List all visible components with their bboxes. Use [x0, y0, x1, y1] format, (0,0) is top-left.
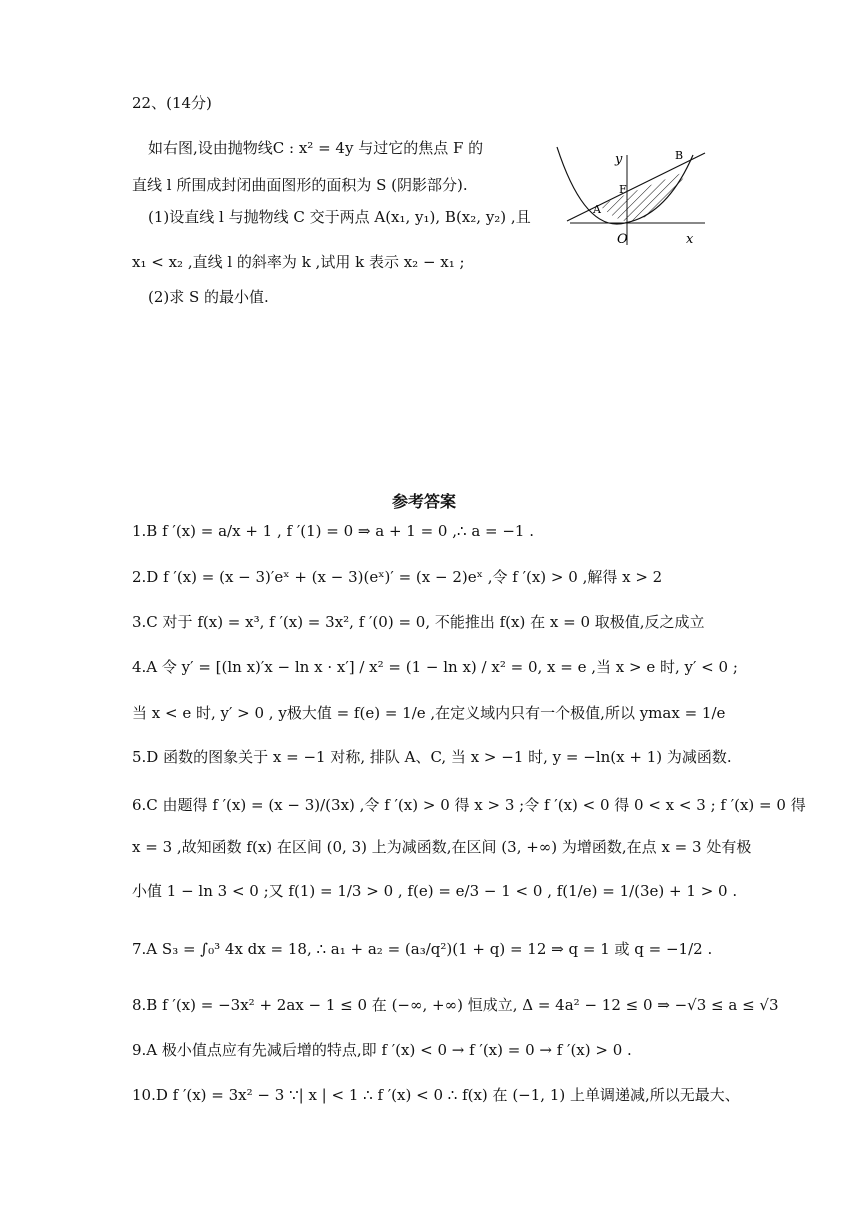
answer-10: 10.D f ′(x) = 3x² − 3 ∵| x | < 1 ∴ f ′(x) < 0 ∴ f(x) 在 (−1, 1) 上单调递减,所以无最大、 — [132, 1086, 740, 1104]
problem-line-4: x₁ < x₂ ,直线 l 的斜率为 k ,试用 k 表示 x₂ − x₁ ; — [132, 253, 465, 271]
problem-line-2: 直线 l 所围成封闭曲面图形的面积为 S (阴影部分). — [132, 176, 468, 194]
parabola-figure — [555, 145, 715, 250]
answer-6-line-1: 6.C 由题得 f ′(x) = (x − 3)/(3x) ,令 f ′(x) > 0 得 x > 3 ;令 f ′(x) < 0 得 0 < x < 3 ; f ′(x) = 0 得 — [132, 796, 806, 814]
answer-7: 7.A S₃ = ∫₀³ 4x dx = 18, ∴ a₁ + a₂ = (a₃/q²)(1 + q) = 12 ⇒ q = 1 或 q = −1/2 . — [132, 940, 713, 958]
problem-line-1: 如右图,设由抛物线C : x² = 4y 与过它的焦点 F 的 — [148, 139, 484, 157]
label-f: F — [619, 183, 627, 196]
answer-3: 3.C 对于 f(x) = x³, f ′(x) = 3x², f ′(0) = 0, 不能推出 f(x) 在 x = 0 取极值,反之成立 — [132, 613, 705, 631]
answer-6-line-2: x = 3 ,故知函数 f(x) 在区间 (0, 3) 上为减函数,在区间 (3, +∞) 为增函数,在点 x = 3 处有极 — [132, 838, 752, 856]
answer-8: 8.B f ′(x) = −3x² + 2ax − 1 ≤ 0 在 (−∞, +∞) 恒成立, Δ = 4a² − 12 ≤ 0 ⇒ −√3 ≤ a ≤ √3 — [132, 996, 779, 1014]
problem-line-3: (1)设直线 l 与抛物线 C 交于两点 A(x₁, y₁), B(x₂, y₂) ,且 — [148, 208, 531, 226]
answer-2: 2.D f ′(x) = (x − 3)′eˣ + (x − 3)(eˣ)′ = (x − 2)eˣ ,令 f ′(x) > 0 ,解得 x > 2 — [132, 568, 663, 586]
problem-header: 22、(14分) — [132, 94, 212, 112]
answer-9: 9.A 极小值点应有先减后增的特点,即 f ′(x) < 0 → f ′(x) = 0 → f ′(x) > 0 . — [132, 1041, 632, 1059]
answer-4-line-2: 当 x < e 时, y′ > 0 , y极大值 = f(e) = 1/e ,在定义域内只有一个极值,所以 ymax = 1/e — [132, 704, 726, 722]
label-a: A — [593, 203, 601, 216]
answer-4-line-1: 4.A 令 y′ = [(ln x)′x − ln x · x′] / x² = (1 − ln x) / x² = 0, x = e ,当 x > e 时, y′ < 0 ; — [132, 658, 738, 676]
label-b: B — [675, 149, 684, 162]
label-y: y — [615, 152, 623, 167]
label-x: x — [686, 232, 694, 247]
answer-6-line-3: 小值 1 − ln 3 < 0 ;又 f(1) = 1/3 > 0 , f(e) = e/3 − 1 < 0 , f(1/e) = 1/(3e) + 1 > 0 . — [132, 882, 738, 900]
answers-title: 参考答案 — [392, 492, 457, 511]
label-o: O — [617, 232, 628, 247]
problem-line-5: (2)求 S 的最小值. — [148, 288, 269, 306]
answer-1: 1.B f ′(x) = a/x + 1 , f ′(1) = 0 ⇒ a + 1 = 0 ,∴ a = −1 . — [132, 522, 535, 540]
shaded-region — [599, 171, 687, 222]
answer-5: 5.D 函数的图象关于 x = −1 对称, 排队 A、C, 当 x > −1 时, y = −ln(x + 1) 为减函数. — [132, 748, 732, 766]
